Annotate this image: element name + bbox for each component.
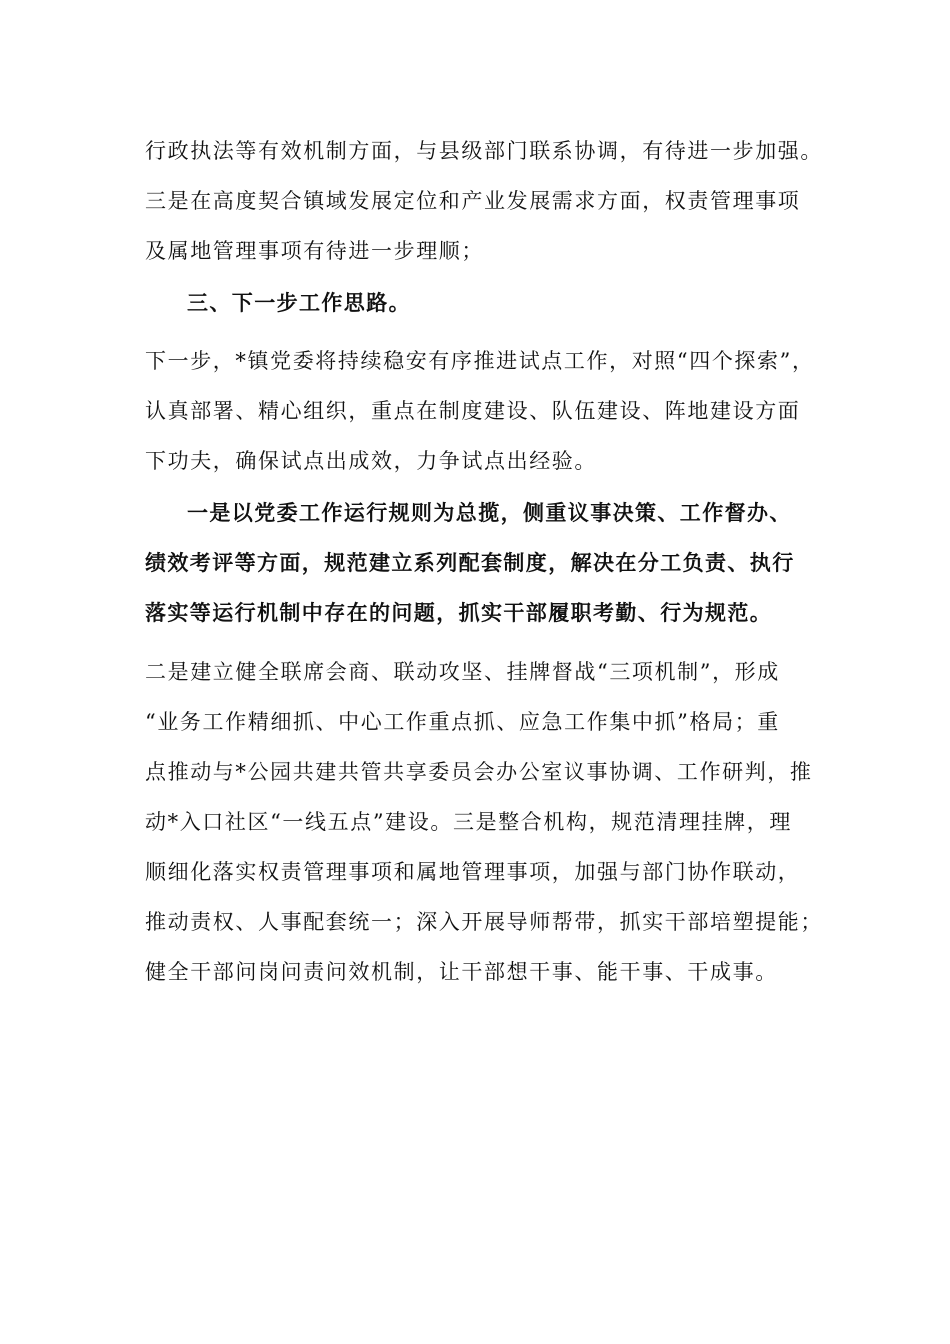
bold-paragraph-line: 一是以党委工作运行规则为总揽，侧重议事决策、工作督办、 [187,501,792,525]
paragraph-line: 推动责权、人事配套统一；深入开展导师帮带，抓实干部培塑提能； [145,910,823,934]
paragraph-line: 二是建立健全联席会商、联动攻坚、挂牌督战“三项机制”，形成 [145,660,780,684]
paragraph-line: 三是在高度契合镇域发展定位和产业发展需求方面，权责管理事项 [145,189,801,213]
bold-paragraph-line: 落实等运行机制中存在的问题，抓实干部履职考勤、行为规范。 [145,601,773,625]
paragraph-line: “业务工作精细抓、中心工作重点抓、应急工作集中抓”格局；重 [145,710,780,734]
paragraph-line: 顺细化落实权责管理事项和属地管理事项，加强与部门协作联动， [145,860,801,884]
paragraph-line: 行政执法等有效机制方面，与县级部门联系协调，有待进一步加强。 [145,139,823,163]
paragraph-line: 及属地管理事项有待进一步理顺； [145,239,484,263]
paragraph-line: 下功夫，确保试点出成效，力争试点出经验。 [145,449,597,473]
section-heading: 三、下一步工作思路。 [187,291,411,315]
bold-paragraph-line: 绩效考评等方面，规范建立系列配套制度，解决在分工负责、执行 [145,551,795,575]
paragraph-line: 动*入口社区“一线五点”建设。三是整合机构，规范清理挂牌，理 [145,810,792,834]
paragraph-line: 认真部署、精心组织，重点在制度建设、队伍建设、阵地建设方面 [145,399,801,423]
paragraph-line: 点推动与*公园共建共管共享委员会办公室议事协调、工作研判，推 [145,760,813,784]
paragraph-line: 下一步，*镇党委将持续稳安有序推进试点工作，对照“四个探索”， [145,349,815,373]
paragraph-line: 健全干部问岗问责问效机制，让干部想干事、能干事、干成事。 [145,960,778,984]
